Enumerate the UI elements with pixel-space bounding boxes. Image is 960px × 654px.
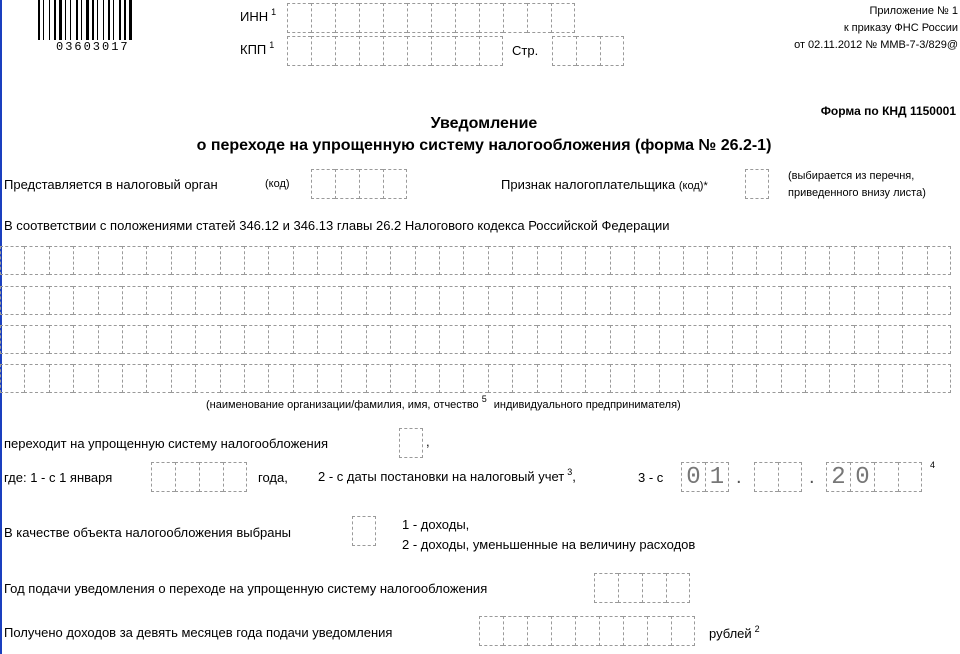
input-cell[interactable] (146, 286, 170, 315)
input-cell[interactable] (366, 246, 390, 275)
date-year-cells[interactable] (826, 462, 922, 492)
where-label: где: 1 - с 1 января (4, 470, 113, 485)
name-row-3[interactable] (0, 325, 951, 354)
input-cell[interactable] (537, 364, 561, 393)
input-cell[interactable] (537, 246, 561, 275)
input-cell[interactable] (431, 3, 455, 33)
input-cell[interactable] (732, 246, 756, 275)
tax-authority-cells[interactable] (311, 169, 407, 199)
input-cell[interactable] (683, 364, 707, 393)
barcode-bar (76, 0, 78, 40)
input-cell[interactable] (146, 364, 170, 393)
input-cell[interactable] (512, 246, 536, 275)
input-cell[interactable] (610, 246, 634, 275)
input-cell[interactable] (335, 36, 359, 66)
input-cell[interactable]: 2 (826, 462, 850, 492)
input-cell[interactable] (854, 286, 878, 315)
input-cell[interactable] (659, 364, 683, 393)
input-cell[interactable] (244, 325, 268, 354)
input-cell[interactable] (293, 246, 317, 275)
barcode (38, 0, 156, 40)
year-submit-cells[interactable] (594, 573, 690, 603)
input-cell[interactable] (24, 286, 48, 315)
input-cell[interactable] (927, 246, 951, 275)
input-cell[interactable] (575, 616, 599, 646)
input-cell[interactable] (293, 364, 317, 393)
income-label: Получено доходов за девять месяцев года подачи уведомления (4, 625, 393, 640)
date-footnote: 4 (930, 460, 936, 470)
input-cell[interactable] (618, 573, 642, 603)
input-cell[interactable] (898, 462, 922, 492)
object-options: 1 - доходы, 2 - доходы, уменьшенные на величину расходов (402, 517, 696, 552)
barcode-bar (119, 0, 121, 40)
input-cell[interactable] (479, 3, 503, 33)
input-cell[interactable] (659, 325, 683, 354)
input-cell[interactable] (220, 246, 244, 275)
input-cell[interactable] (439, 246, 463, 275)
input-cell[interactable] (399, 428, 423, 458)
input-cell[interactable] (585, 325, 609, 354)
input-cell[interactable] (805, 325, 829, 354)
input-cell[interactable] (220, 325, 244, 354)
input-cell[interactable] (415, 364, 439, 393)
input-cell[interactable] (585, 364, 609, 393)
input-cell[interactable] (98, 325, 122, 354)
date-month-cells[interactable] (754, 462, 802, 492)
barcode-bar (92, 0, 94, 40)
input-cell[interactable] (341, 286, 365, 315)
input-cell[interactable] (293, 286, 317, 315)
input-cell[interactable] (151, 462, 175, 492)
input-cell[interactable] (479, 36, 503, 66)
input-cell[interactable] (171, 246, 195, 275)
year-submit-label: Год подачи уведомления о переходе на упрощенную систему налогообложения (4, 581, 488, 596)
date-dot-2: . (809, 466, 815, 488)
input-cell[interactable] (585, 246, 609, 275)
input-cell[interactable] (683, 286, 707, 315)
input-cell[interactable] (781, 325, 805, 354)
input-cell[interactable] (878, 364, 902, 393)
date-day-cells[interactable] (681, 462, 729, 492)
input-cell[interactable] (431, 36, 455, 66)
input-cell[interactable] (805, 286, 829, 315)
input-cell[interactable] (878, 325, 902, 354)
input-cell[interactable] (311, 36, 335, 66)
input-cell[interactable] (756, 325, 780, 354)
input-cell[interactable] (311, 169, 335, 199)
input-cell[interactable] (455, 36, 479, 66)
input-cell[interactable] (874, 462, 898, 492)
barcode-bar (70, 0, 71, 40)
input-cell[interactable] (659, 246, 683, 275)
input-cell[interactable] (24, 325, 48, 354)
input-cell[interactable] (0, 286, 24, 315)
input-cell[interactable] (512, 286, 536, 315)
input-cell[interactable] (503, 3, 527, 33)
input-cell[interactable] (73, 246, 97, 275)
input-cell[interactable] (268, 364, 292, 393)
input-cell[interactable] (537, 325, 561, 354)
input-cell[interactable] (335, 169, 359, 199)
input-cell[interactable] (576, 36, 600, 66)
input-cell[interactable] (854, 246, 878, 275)
barcode-bar (129, 0, 132, 40)
name-row-4[interactable] (0, 364, 951, 393)
input-cell[interactable] (634, 286, 658, 315)
transition-label: переходит на упрощенную систему налогообложения (4, 436, 329, 451)
taxpayer-sign-cell[interactable] (745, 169, 769, 199)
barcode-bar (81, 0, 82, 40)
input-cell[interactable] (317, 246, 341, 275)
input-cell[interactable] (341, 246, 365, 275)
name-caption: (наименование организации/фамилия, имя, отчество $^5$ индивидуального предпринимателя) (206, 394, 681, 411)
input-cell[interactable] (902, 246, 926, 275)
input-cell[interactable] (512, 325, 536, 354)
input-cell[interactable] (415, 246, 439, 275)
input-cell[interactable] (585, 286, 609, 315)
input-cell[interactable] (244, 246, 268, 275)
input-cell[interactable] (503, 616, 527, 646)
input-cell[interactable] (829, 364, 853, 393)
input-cell[interactable] (122, 286, 146, 315)
input-cell[interactable] (479, 616, 503, 646)
year-cells[interactable] (151, 462, 247, 492)
input-cell[interactable] (488, 364, 512, 393)
input-cell[interactable] (902, 364, 926, 393)
barcode-bar (113, 0, 114, 40)
input-cell[interactable] (756, 286, 780, 315)
input-cell[interactable] (439, 325, 463, 354)
input-cell[interactable] (732, 364, 756, 393)
barcode-bar (59, 0, 62, 40)
input-cell[interactable] (287, 36, 311, 66)
name-row-1[interactable] (0, 246, 951, 275)
tax-authority-code-label: (код) (265, 178, 290, 190)
input-cell[interactable] (488, 286, 512, 315)
barcode-bar (103, 0, 104, 40)
input-cell[interactable] (268, 325, 292, 354)
input-cell[interactable] (317, 286, 341, 315)
barcode-bar (65, 0, 66, 40)
input-cell[interactable] (98, 246, 122, 275)
input-cell[interactable] (463, 286, 487, 315)
inn-label: ИНН $^1$ (240, 7, 277, 24)
input-cell[interactable] (415, 325, 439, 354)
input-cell[interactable] (463, 325, 487, 354)
input-cell[interactable] (927, 364, 951, 393)
inn-cells[interactable] (287, 3, 575, 33)
input-cell[interactable] (707, 286, 731, 315)
input-cell[interactable] (732, 325, 756, 354)
input-cell[interactable] (488, 325, 512, 354)
page-cells[interactable] (552, 36, 624, 66)
input-cell[interactable] (666, 573, 690, 603)
input-cell[interactable] (122, 364, 146, 393)
input-cell[interactable] (195, 364, 219, 393)
input-cell[interactable] (634, 364, 658, 393)
input-cell[interactable] (383, 36, 407, 66)
input-cell[interactable] (199, 462, 223, 492)
input-cell[interactable] (781, 246, 805, 275)
form-code: Форма по КНД 1150001 (820, 104, 956, 118)
input-cell[interactable] (49, 246, 73, 275)
input-cell[interactable] (805, 246, 829, 275)
input-cell[interactable] (0, 364, 24, 393)
input-cell[interactable] (0, 246, 24, 275)
input-cell[interactable] (407, 36, 431, 66)
tax-authority-label: Представляется в налоговый орган (4, 177, 218, 192)
input-cell[interactable] (671, 616, 695, 646)
income-cells[interactable] (479, 616, 695, 646)
barcode-bar (86, 0, 89, 40)
input-cell[interactable] (732, 286, 756, 315)
input-cell[interactable] (122, 325, 146, 354)
input-cell[interactable] (878, 246, 902, 275)
input-cell[interactable] (537, 286, 561, 315)
input-cell[interactable] (98, 364, 122, 393)
input-cell[interactable] (642, 573, 666, 603)
input-cell[interactable] (293, 325, 317, 354)
input-cell[interactable] (610, 364, 634, 393)
input-cell[interactable] (73, 364, 97, 393)
input-cell[interactable] (561, 246, 585, 275)
input-cell[interactable] (341, 325, 365, 354)
input-cell[interactable] (594, 573, 618, 603)
barcode-bar (38, 0, 40, 40)
input-cell[interactable] (463, 364, 487, 393)
barcode-bar (97, 0, 98, 40)
input-cell[interactable] (634, 325, 658, 354)
year-label: года, (258, 470, 288, 485)
option2-label: 2 - с даты постановки на налоговый учет $^3$, (318, 467, 576, 484)
input-cell[interactable] (781, 364, 805, 393)
input-cell[interactable] (829, 286, 853, 315)
page-label: Стр. (512, 43, 539, 58)
input-cell[interactable] (366, 325, 390, 354)
input-cell[interactable] (49, 325, 73, 354)
input-cell[interactable] (488, 246, 512, 275)
input-cell[interactable] (561, 286, 585, 315)
input-cell[interactable] (223, 462, 247, 492)
input-cell[interactable] (707, 246, 731, 275)
input-cell[interactable] (352, 516, 376, 546)
input-cell[interactable] (805, 364, 829, 393)
input-cell[interactable] (756, 364, 780, 393)
input-cell[interactable] (146, 325, 170, 354)
input-cell[interactable] (73, 286, 97, 315)
barcode-bar (49, 0, 50, 40)
income-unit: рублей $^2$ (709, 624, 760, 641)
input-cell[interactable]: 0 (850, 462, 874, 492)
input-cell[interactable] (317, 364, 341, 393)
input-cell[interactable] (610, 325, 634, 354)
input-cell[interactable] (335, 3, 359, 33)
object-cell[interactable] (352, 516, 376, 546)
input-cell[interactable] (175, 462, 199, 492)
input-cell[interactable] (623, 616, 647, 646)
input-cell[interactable] (268, 286, 292, 315)
input-cell[interactable] (683, 246, 707, 275)
input-cell[interactable] (659, 286, 683, 315)
input-cell[interactable] (512, 364, 536, 393)
input-cell[interactable] (73, 325, 97, 354)
input-cell[interactable] (98, 286, 122, 315)
object-label: В качестве объекта налогообложения выбраны (4, 525, 292, 540)
input-cell[interactable] (647, 616, 671, 646)
input-cell[interactable] (778, 462, 802, 492)
input-cell[interactable] (463, 246, 487, 275)
input-cell[interactable] (359, 169, 383, 199)
input-cell[interactable] (366, 364, 390, 393)
input-cell[interactable] (829, 325, 853, 354)
taxpayer-sign-hint: (выбирается из перечня, приведенного внизу листа) (788, 170, 926, 199)
input-cell[interactable] (527, 3, 551, 33)
input-cell[interactable] (390, 325, 414, 354)
input-cell[interactable] (902, 325, 926, 354)
input-cell[interactable] (220, 364, 244, 393)
input-cell[interactable] (854, 325, 878, 354)
input-cell[interactable] (24, 364, 48, 393)
input-cell[interactable] (317, 325, 341, 354)
input-cell[interactable] (707, 325, 731, 354)
input-cell[interactable] (439, 364, 463, 393)
input-cell[interactable] (600, 36, 624, 66)
input-cell[interactable] (383, 169, 407, 199)
kpp-cells[interactable] (287, 36, 503, 66)
input-cell[interactable] (829, 246, 853, 275)
kpp-label: КПП $^1$ (240, 40, 275, 57)
input-cell[interactable] (383, 3, 407, 33)
input-cell[interactable] (756, 246, 780, 275)
input-cell[interactable] (24, 246, 48, 275)
input-cell[interactable] (561, 364, 585, 393)
barcode-bar (108, 0, 110, 40)
input-cell[interactable] (171, 286, 195, 315)
input-cell[interactable] (683, 325, 707, 354)
input-cell[interactable] (552, 36, 576, 66)
input-cell[interactable]: 1 (705, 462, 729, 492)
input-cell[interactable] (745, 169, 769, 199)
input-cell[interactable] (195, 246, 219, 275)
input-cell[interactable] (455, 3, 479, 33)
input-cell[interactable] (244, 364, 268, 393)
input-cell[interactable] (341, 364, 365, 393)
input-cell[interactable] (561, 325, 585, 354)
appendix-note: Приложение № 1 к приказу ФНС России от 02.11.2012 № ММВ-7-3/829@ (794, 5, 958, 51)
barcode-bar (54, 0, 56, 40)
input-cell[interactable] (146, 246, 170, 275)
input-cell[interactable] (634, 246, 658, 275)
input-cell[interactable] (390, 246, 414, 275)
input-cell[interactable] (878, 286, 902, 315)
taxpayer-sign-label: Признак налогоплательщика (код)* (501, 177, 708, 192)
input-cell[interactable] (195, 325, 219, 354)
transition-cell[interactable] (399, 428, 423, 458)
transition-comma: , (426, 434, 430, 449)
input-cell[interactable] (707, 364, 731, 393)
input-cell[interactable] (415, 286, 439, 315)
input-cell[interactable] (927, 286, 951, 315)
form-title: Уведомление о переходе на упрощенную систему налогообложения (форма № 26.2-1) (196, 115, 772, 154)
input-cell[interactable] (902, 286, 926, 315)
input-cell[interactable] (551, 3, 575, 33)
input-cell[interactable] (268, 246, 292, 275)
input-cell[interactable] (287, 3, 311, 33)
input-cell[interactable] (171, 364, 195, 393)
input-cell[interactable] (551, 616, 575, 646)
input-cell[interactable] (439, 286, 463, 315)
option3-label: 3 - с (638, 470, 664, 485)
barcode-bar (43, 0, 44, 40)
input-cell[interactable] (927, 325, 951, 354)
barcode-digits: 03603017 (56, 40, 130, 54)
input-cell[interactable]: 0 (681, 462, 705, 492)
input-cell[interactable] (390, 364, 414, 393)
name-row-2[interactable] (0, 286, 951, 315)
input-cell[interactable] (407, 3, 431, 33)
input-cell[interactable] (781, 286, 805, 315)
date-dot-1: . (736, 466, 742, 488)
input-cell[interactable] (49, 364, 73, 393)
input-cell[interactable] (390, 286, 414, 315)
input-cell[interactable] (610, 286, 634, 315)
input-cell[interactable] (754, 462, 778, 492)
legal-basis: В соответствии с положениями статей 346.12 и 346.13 главы 26.2 Налогового кодекса Российской Федерации (4, 218, 670, 233)
input-cell[interactable] (366, 286, 390, 315)
input-cell[interactable] (195, 286, 219, 315)
input-cell[interactable] (0, 325, 24, 354)
input-cell[interactable] (599, 616, 623, 646)
input-cell[interactable] (49, 286, 73, 315)
input-cell[interactable] (171, 325, 195, 354)
input-cell[interactable] (527, 616, 551, 646)
barcode-bar (124, 0, 126, 40)
input-cell[interactable] (220, 286, 244, 315)
input-cell[interactable] (854, 364, 878, 393)
input-cell[interactable] (122, 246, 146, 275)
input-cell[interactable] (311, 3, 335, 33)
input-cell[interactable] (359, 3, 383, 33)
input-cell[interactable] (359, 36, 383, 66)
input-cell[interactable] (244, 286, 268, 315)
